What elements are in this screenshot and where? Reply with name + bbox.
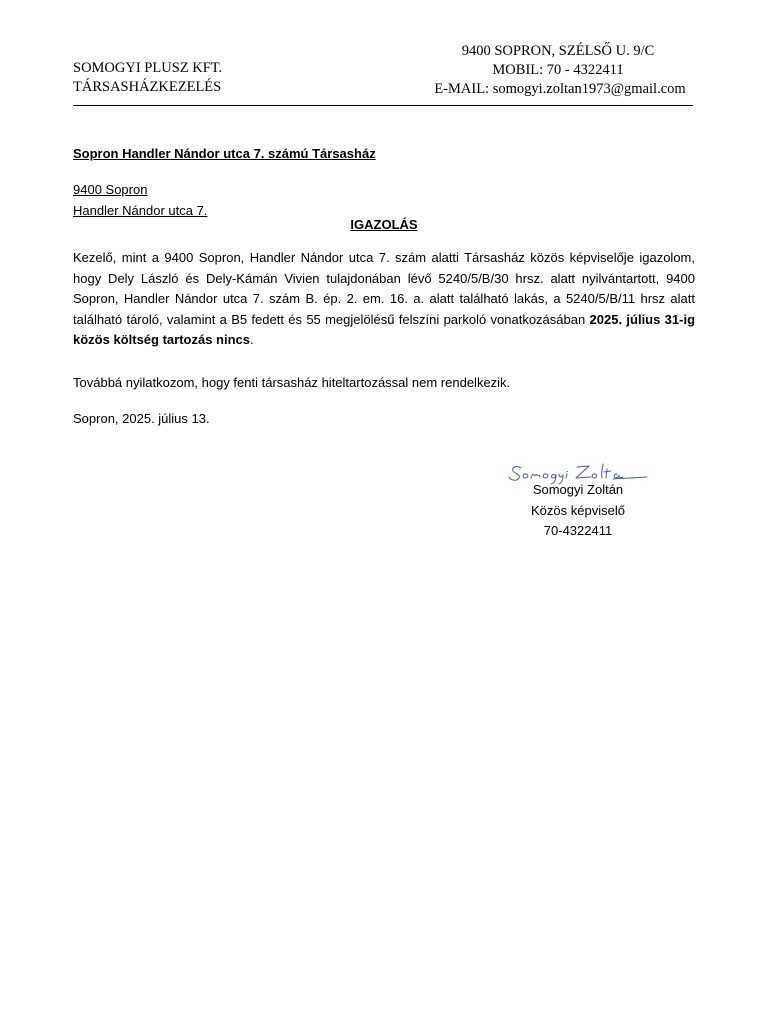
signatory-block: [488, 480, 668, 542]
recipient-street: Handler Nándor utca 7.: [73, 202, 208, 218]
company-address: 9400 SOPRON, SZÉLSŐ U. 9/C: [461, 43, 655, 59]
body-end: .: [250, 332, 254, 347]
letterhead-contact: [408, 42, 708, 99]
signatory-phone: 70-4322411: [543, 523, 613, 538]
letterhead-company: [73, 59, 222, 97]
recipient-city: 9400 Sopron: [73, 182, 148, 197]
signatory-role: Közös képviselő: [531, 502, 625, 518]
company-name: SOMOGYI PLUSZ KFT.: [73, 60, 223, 76]
company-activity: TÁRSASHÁZKEZELÉS: [73, 79, 222, 95]
signatory-name: Somogyi Zoltán: [532, 482, 624, 497]
loan-statement: Továbbá nyilatkozom, hogy fenti társasház hiteltartozással nem rendelkezik.: [73, 375, 511, 390]
certificate-body: [73, 248, 695, 351]
recipient-name: Sopron Handler Nándor utca 7. számú Társasház: [73, 146, 376, 161]
body-text: Kezelő, mint a 9400 Sopron, Handler Nándor utca 7. szám alatti Társasház közös képviselője igazolom, hogy Dely László és Dely-Kámán Vivien tulajdonában lévő 5240/5/B/30 hrsz. alatt nyilvántartott, 9400 Sopron, Handler Nándor utca 7. szám B. ép. 2. em. 16. a. alatt található lakás, a 5240/5/B/11 hrsz alatt található tároló, valamint a B5 fedett és 55 megjelölésű felszíni parkoló vonatkozásában: [73, 250, 695, 327]
place-date: Sopron, 2025. július 13.: [73, 411, 210, 426]
body-bold-statement: 2025. július 31-ig közös költség tartozás nincs: [73, 311, 696, 347]
letterhead-divider: [73, 105, 693, 106]
company-email[interactable]: E-MAIL: somogyi.zoltan1973@gmail.com: [434, 81, 686, 97]
company-mobile: MOBIL: 70 - 4322411: [492, 62, 624, 78]
document-title: IGAZOLÁS: [350, 217, 418, 232]
